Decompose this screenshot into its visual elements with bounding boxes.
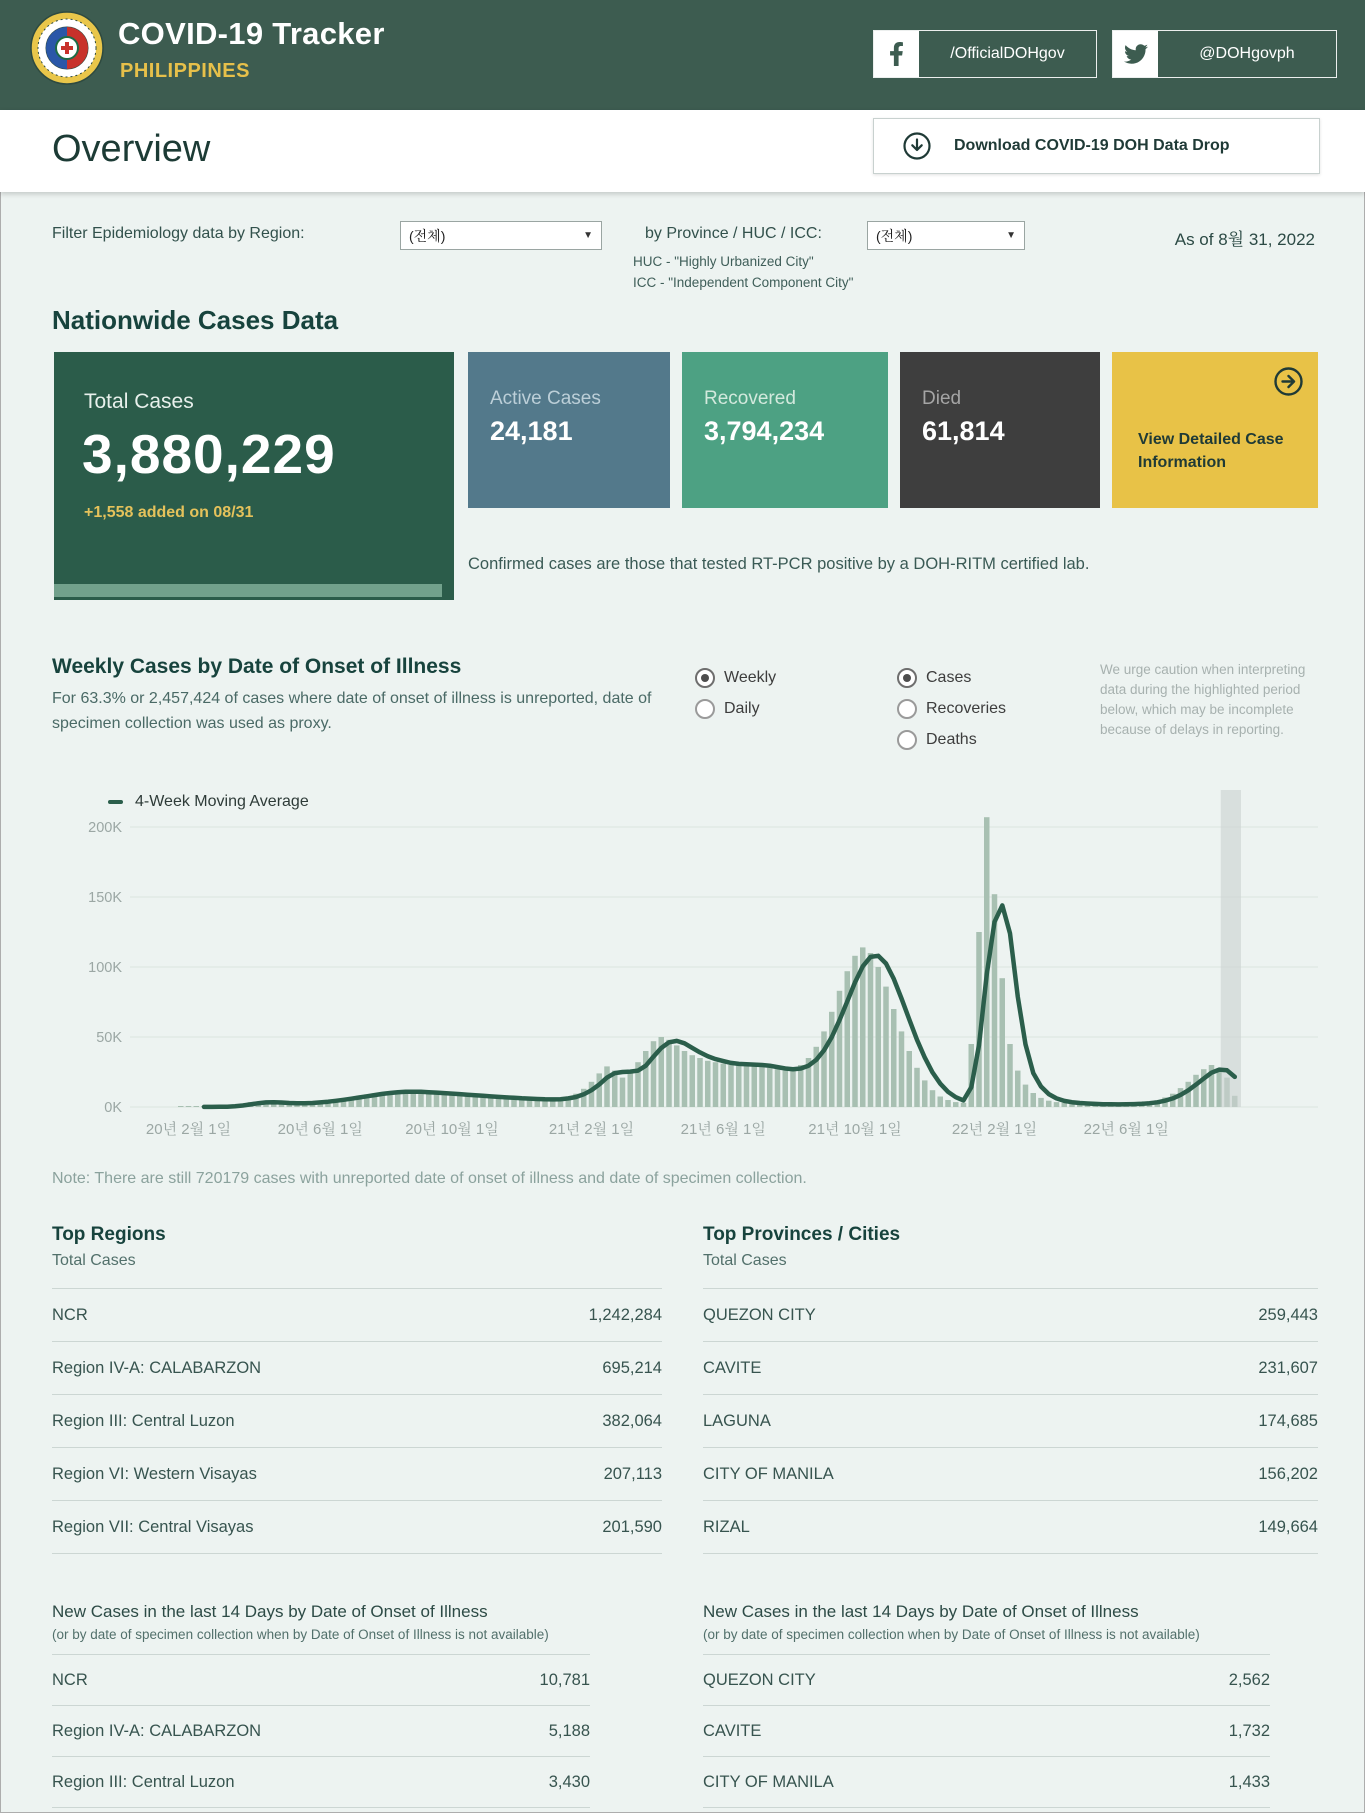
radio-recoveries-label: Recoveries [926, 699, 1007, 717]
radio-unselected-icon [695, 699, 715, 719]
facebook-handle: /OfficialDOHgov [950, 45, 1065, 62]
radio-deaths[interactable] [897, 724, 1006, 755]
row-label: QUEZON CITY [703, 1305, 816, 1324]
recovered-card [682, 352, 888, 508]
row-label: RIZAL [703, 1517, 750, 1536]
download-data-drop-button[interactable] [873, 118, 1320, 174]
table-row[interactable] [703, 1288, 1318, 1342]
total-cases-card [54, 352, 454, 600]
nationwide-section-title: Nationwide Cases Data [52, 305, 339, 335]
radio-cases-label: Cases [926, 668, 972, 686]
caution-note: We urge caution when interpreting data during the highlighted period below, which may be incomplete because of delays in reporting. [1100, 662, 1306, 737]
row-value: 2,562 [1228, 1670, 1270, 1689]
row-label: NCR [52, 1305, 88, 1324]
page-title: Overview [52, 128, 211, 170]
top-regions-table [52, 1224, 662, 1554]
row-value: 382,064 [602, 1411, 662, 1430]
row-label: CITY OF MANILA [703, 1772, 834, 1791]
table-row[interactable] [703, 1395, 1318, 1448]
facebook-link[interactable] [873, 30, 1097, 78]
new-cases-regions-table [52, 1602, 590, 1808]
row-value: 207,113 [603, 1464, 662, 1483]
radio-recoveries[interactable] [897, 693, 1006, 724]
row-label: Region III: Central Luzon [52, 1772, 235, 1791]
svg-text:50K: 50K [96, 1030, 122, 1046]
radio-selected-icon [695, 668, 715, 688]
total-cases-added: +1,558 added on 08/31 [84, 504, 254, 521]
table-row[interactable] [703, 1448, 1318, 1501]
row-value: 231,607 [1258, 1358, 1318, 1377]
new-cases-provinces-table [703, 1602, 1270, 1808]
total-cases-value: 3,880,229 [82, 423, 336, 485]
svg-text:20년 10월 1일: 20년 10월 1일 [405, 1121, 499, 1138]
row-label: CAVITE [703, 1721, 762, 1740]
row-label: QUEZON CITY [703, 1670, 816, 1689]
facebook-icon [874, 31, 919, 77]
weekly-cases-chart[interactable] [52, 782, 1318, 1178]
radio-selected-icon [897, 668, 917, 688]
table-title: Top Provinces / Cities [703, 1224, 901, 1245]
table-row[interactable] [52, 1288, 662, 1342]
table-row[interactable] [52, 1757, 590, 1808]
table-title: New Cases in the last 14 Days by Date of Onset of Illness [703, 1602, 1139, 1621]
page-title-band [0, 110, 1365, 192]
table-subtitle: (or by date of specimen collection when by Date of Onset of Illness is not available) [52, 1627, 549, 1642]
row-label: Region IV-A: CALABARZON [52, 1358, 262, 1377]
recovered-value: 3,794,234 [704, 416, 825, 446]
doh-seal-logo [30, 11, 104, 85]
arrow-right-circle-icon [1273, 366, 1304, 397]
row-label: Region VI: Western Visayas [52, 1464, 257, 1483]
row-value: 3,430 [548, 1772, 590, 1791]
radio-weekly-label: Weekly [724, 668, 777, 686]
row-value: 156,202 [1258, 1464, 1318, 1483]
province-filter-dropdown[interactable] [867, 221, 1025, 250]
download-label: Download COVID-19 DOH Data Drop [954, 137, 1230, 154]
province-filter-value: (전체) [876, 227, 913, 244]
legend-label: 4-Week Moving Average [135, 793, 309, 810]
table-row[interactable] [52, 1501, 662, 1554]
row-label: CITY OF MANILA [703, 1464, 834, 1483]
total-cases-progress-strip [54, 584, 442, 597]
weekly-section-subtitle: For 63.3% or 2,457,424 of cases where date of onset of illness is unreported, date of specimen collection was used as proxy. [52, 690, 652, 732]
weekly-section-title: Weekly Cases by Date of Onset of Illness [52, 655, 462, 678]
radio-unselected-icon [897, 730, 917, 750]
region-filter-dropdown[interactable] [400, 221, 602, 250]
row-value: 695,214 [602, 1358, 662, 1377]
radio-weekly[interactable] [695, 662, 776, 693]
radio-cases[interactable] [897, 662, 1006, 693]
table-row[interactable] [52, 1654, 590, 1706]
chevron-down-icon: ▼ [583, 230, 593, 241]
active-cases-card [468, 352, 670, 508]
row-label: Region IV-A: CALABARZON [52, 1721, 262, 1740]
died-value: 61,814 [922, 416, 1005, 446]
died-card [900, 352, 1100, 508]
svg-text:200K: 200K [88, 820, 122, 836]
table-subtitle: Total Cases [703, 1252, 787, 1269]
svg-text:21년 6월 1일: 21년 6월 1일 [680, 1121, 766, 1138]
table-row[interactable] [52, 1395, 662, 1448]
province-filter-label: by Province / HUC / ICC: [645, 225, 822, 242]
table-row[interactable] [52, 1706, 590, 1757]
table-row[interactable] [703, 1757, 1270, 1808]
table-row[interactable] [703, 1501, 1318, 1554]
row-value: 201,590 [602, 1517, 662, 1536]
region-filter-label: Filter Epidemiology data by Region: [52, 225, 305, 242]
row-value: 1,242,284 [588, 1305, 662, 1324]
row-value: 259,443 [1258, 1305, 1318, 1324]
radio-daily-label: Daily [724, 699, 760, 717]
table-subtitle: Total Cases [52, 1252, 136, 1269]
app-header [0, 0, 1365, 110]
svg-text:21년 2월 1일: 21년 2월 1일 [548, 1121, 635, 1138]
svg-text:22년 2월 1일: 22년 2월 1일 [951, 1121, 1038, 1138]
chart-note: Note: There are still 720179 cases with unreported date of onset of illness and date of specimen collection. [52, 1170, 807, 1187]
chevron-down-icon: ▼ [1006, 230, 1016, 241]
table-row[interactable] [52, 1342, 662, 1395]
table-row[interactable] [52, 1448, 662, 1501]
row-value: 10,781 [539, 1670, 590, 1689]
row-label: LAGUNA [703, 1411, 771, 1430]
radio-daily[interactable] [695, 693, 776, 724]
huc-note: HUC - "Highly Urbanized City" [633, 254, 814, 269]
recovered-label: Recovered [704, 388, 796, 409]
radio-deaths-label: Deaths [926, 730, 977, 748]
download-icon [902, 131, 932, 161]
twitter-handle: @DOHgovph [1199, 45, 1295, 62]
row-label: Region VII: Central Visayas [52, 1517, 254, 1536]
active-cases-label: Active Cases [490, 388, 601, 409]
view-detailed-card[interactable] [1112, 352, 1318, 508]
died-label: Died [922, 388, 962, 409]
view-detailed-label: View Detailed Case Information [1138, 431, 1284, 471]
table-row[interactable] [703, 1706, 1270, 1757]
twitter-link[interactable] [1112, 30, 1337, 78]
row-value: 1,433 [1228, 1772, 1270, 1791]
icc-note: ICC - "Independent Component City" [633, 275, 854, 290]
table-title: New Cases in the last 14 Days by Date of Onset of Illness [52, 1602, 488, 1621]
row-value: 1,732 [1228, 1721, 1270, 1740]
table-row[interactable] [703, 1654, 1270, 1706]
row-value: 149,664 [1258, 1517, 1318, 1536]
svg-text:20년 6월 1일: 20년 6월 1일 [277, 1121, 363, 1138]
row-value: 5,188 [548, 1721, 590, 1740]
svg-text:150K: 150K [88, 890, 122, 906]
row-label: Region III: Central Luzon [52, 1411, 235, 1430]
svg-text:100K: 100K [88, 960, 122, 976]
frequency-radio-group [695, 662, 776, 724]
top-provinces-table [703, 1224, 1318, 1554]
table-row[interactable] [703, 1342, 1318, 1395]
svg-text:0K: 0K [104, 1100, 122, 1116]
table-subtitle: (or by date of specimen collection when by Date of Onset of Illness is not available) [703, 1627, 1200, 1642]
row-value: 174,685 [1258, 1411, 1318, 1430]
radio-unselected-icon [897, 699, 917, 719]
app-title: COVID-19 Tracker [118, 16, 385, 51]
svg-text:20년 2월 1일: 20년 2월 1일 [145, 1121, 232, 1138]
as-of-date: As of 8월 31, 2022 [1174, 230, 1315, 249]
total-cases-label: Total Cases [84, 390, 194, 413]
row-label: NCR [52, 1670, 88, 1689]
active-cases-value: 24,181 [490, 416, 573, 446]
svg-text:22년 6월 1일: 22년 6월 1일 [1083, 1121, 1169, 1138]
svg-text:21년 10월 1일: 21년 10월 1일 [808, 1121, 902, 1138]
app-subtitle: PHILIPPINES [120, 60, 250, 82]
confirmed-cases-note: Confirmed cases are those that tested RT-PCR positive by a DOH-RITM certified lab. [468, 555, 1090, 573]
table-title: Top Regions [52, 1224, 166, 1245]
metric-radio-group [897, 662, 1006, 755]
twitter-icon [1113, 31, 1158, 77]
row-label: CAVITE [703, 1358, 762, 1377]
region-filter-value: (전체) [409, 227, 446, 244]
